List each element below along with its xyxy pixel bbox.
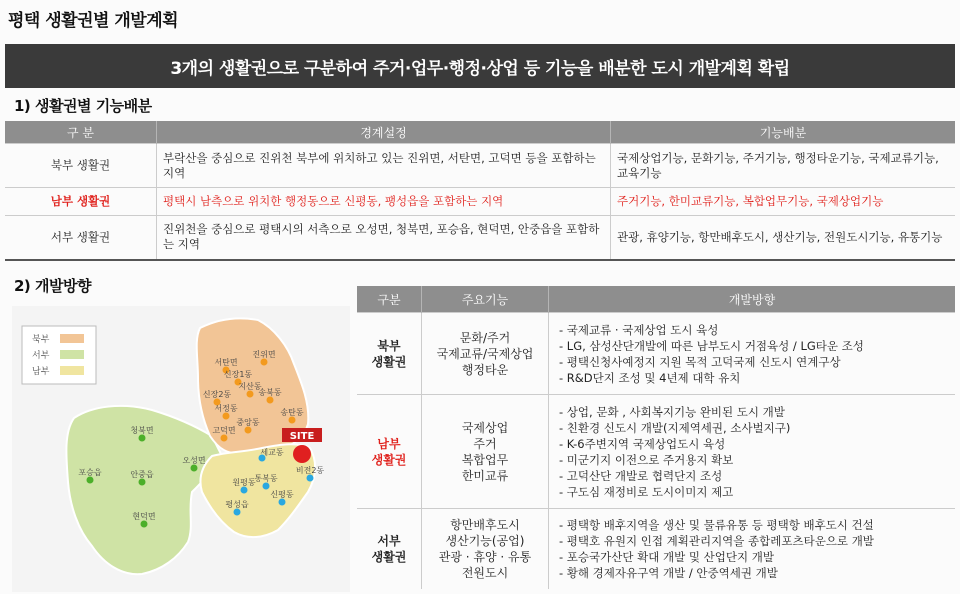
boundary-cell: 진위천을 중심으로 평택시의 서측으로 오성면, 청북면, 포승읍, 현덕면, 안중읍을 포함하는 지역 [157,216,611,260]
col-header-division: 구 분 [5,121,157,144]
direction-item: - 포승국가산단 확대 개발 및 산업단지 개발 [559,549,774,564]
table-row [5,144,955,188]
direction-item: - K-6주변지역 국제상업도시 육성 [559,436,726,451]
direction-item: - 친환경 신도시 개발(지제역세권, 소사벌지구) [559,420,791,435]
zone-name [357,313,422,395]
legend-label-west: 서부 [32,351,50,361]
west-area-label: 청북면 [130,426,154,435]
north-area-marker [221,435,228,442]
north-area-label: 고덕면 [212,426,236,435]
west-area-label: 현덕면 [132,512,156,521]
function-item: 한미교류 [461,468,509,483]
direction-list [549,313,956,395]
development-direction-table [357,286,955,589]
function-item: 복합업무 [461,452,509,467]
north-area-marker [267,397,274,404]
col-header-division: 구분 [357,286,422,313]
legend-swatch-north [60,334,84,343]
south-area-marker [307,475,314,482]
function-item: 국제상업 [461,420,509,435]
function-item: 전원도시 [461,565,509,580]
direction-item: - 황해 경제자유구역 개발 / 안중역세권 개발 [559,565,778,580]
boundary-cell: 부락산을 중심으로 진위천 북부에 위치하고 있는 진위면, 서탄면, 고덕면 등을 포함하는 지역 [157,144,611,188]
table-row [5,216,955,260]
function-item: 행정타운 [461,362,509,377]
north-area-label: 송탄동 [280,408,304,417]
function-list [422,509,549,589]
west-area-label: 포승읍 [78,468,102,477]
function-allocation-table [5,121,955,261]
north-area-marker [261,359,268,366]
zone-name [357,395,422,509]
table-row [357,395,955,509]
west-area-marker [87,477,94,484]
pyeongtaek-map [12,306,350,592]
south-area-marker [279,499,286,506]
site-marker [293,445,311,463]
legend-label-south: 남부 [32,367,50,377]
function-cell: 관광, 휴양기능, 항만배후도시, 생산기능, 전원도시기능, 유통기능 [611,216,956,260]
col-header-main-function: 주요기능 [422,286,549,313]
function-list [422,395,549,509]
direction-item: - 평택호 유원지 인접 계획관리지역을 종합레포츠타운으로 개발 [559,533,874,548]
west-area-marker [191,465,198,472]
col-header-boundary: 경계설정 [157,121,611,144]
north-area-marker [247,391,254,398]
south-area-label: 세교동 [260,448,284,457]
function-item: 주거 [473,436,497,451]
direction-item: - LG, 삼성산단개발에 따른 남부도시 거점육성 / LG타운 조성 [559,338,864,353]
zone-name-text: 북부 생활권 [371,338,407,369]
table-row [5,188,955,216]
direction-item: - 미군기지 이전으로 주거용지 확보 [559,452,734,467]
north-area-label: 신장1동 [223,370,253,379]
west-area-marker [141,521,148,528]
col-header-function: 기능배분 [611,121,956,144]
direction-item: - 국제교류 · 국제상업 도시 육성 [559,322,719,337]
south-area-marker [234,509,241,516]
west-area-marker [139,479,146,486]
legend-label-north: 북부 [32,335,50,345]
section1-title: 1) 생활권별 기능배분 [14,97,152,115]
site-label: SITE [289,431,315,442]
function-item: 국제교류/국제상업 [436,346,534,361]
function-cell: 국제상업기능, 문화기능, 주거기능, 행정타운기능, 국제교류기능, 교육기능 [611,144,956,188]
zone-name [357,509,422,589]
page-title: 평택 생활권별 개발계획 [8,11,179,31]
south-area-label: 신평동 [270,490,294,499]
north-area-marker [289,417,296,424]
table-row [357,313,955,395]
north-area-marker [245,427,252,434]
table-row [357,509,955,589]
direction-item: - 상업, 문화 , 사회복지기능 완비된 도시 개발 [559,404,785,419]
direction-list [549,395,956,509]
south-area-marker [241,487,248,494]
south-area-label: 비전2동 [295,466,325,475]
north-area-label: 송북동 [258,388,282,397]
south-area-label: 평성읍 [225,500,249,509]
direction-item: - 평택신청사예정지 지원 목적 고덕국제 신도시 연계구상 [559,354,841,369]
south-area-label: 원평동 [232,478,256,487]
west-area-label: 오성면 [182,456,206,465]
south-area-marker [263,483,270,490]
function-cell: 주거기능, 한미교류기능, 복합업무기능, 국제상업기능 [611,188,956,216]
direction-list [549,509,956,589]
direction-item: - R&D단지 조성 및 4년제 대학 유치 [559,370,741,385]
north-area-label: 지산동 [238,382,262,391]
headline-banner: 3개의 생활권으로 구분하여 주거·업무·행정·상업 등 기능을 배분한 도시 개발계획 확립 [5,44,955,88]
zone-name: 서부 생활권 [5,216,157,260]
boundary-cell: 평택시 남측으로 위치한 행정동으로 신평동, 팽성읍을 포함하는 지역 [157,188,611,216]
zone-name-text: 서부 생활권 [371,533,407,564]
west-area-label: 안중읍 [130,470,154,479]
south-area-label: 통복동 [254,474,278,483]
zone-name: 남부 생활권 [5,188,157,216]
zone-name-text: 남부 생활권 [371,436,407,467]
function-item: 항만배후도시 [450,517,520,532]
function-item: 문화/주거 [459,330,511,345]
north-area-label: 중앙동 [236,418,260,427]
section2-title: 2) 개발방향 [14,277,91,295]
col-header-direction: 개발방향 [549,286,956,313]
zone-name: 북부 생활권 [5,144,157,188]
north-area-label: 신장2동 [202,390,232,399]
west-area-marker [139,435,146,442]
direction-item: - 고덕산단 개발로 협력단지 조성 [559,468,723,483]
north-area-label: 서탄면 [214,358,238,367]
direction-item: - 구도심 재정비로 도시이미지 제고 [559,484,734,499]
legend-swatch-south [60,366,84,375]
legend-swatch-west [60,350,84,359]
function-item: 관광 · 휴양 · 유통 [438,549,532,564]
direction-item: - 평택항 배후지역을 생산 및 물류유통 등 평택항 배후도시 건설 [559,517,874,532]
function-list [422,313,549,395]
function-item: 생산기능(공업) [445,533,525,548]
north-area-label: 서정동 [214,404,238,413]
north-area-marker [223,413,230,420]
north-area-label: 진위면 [252,350,276,359]
